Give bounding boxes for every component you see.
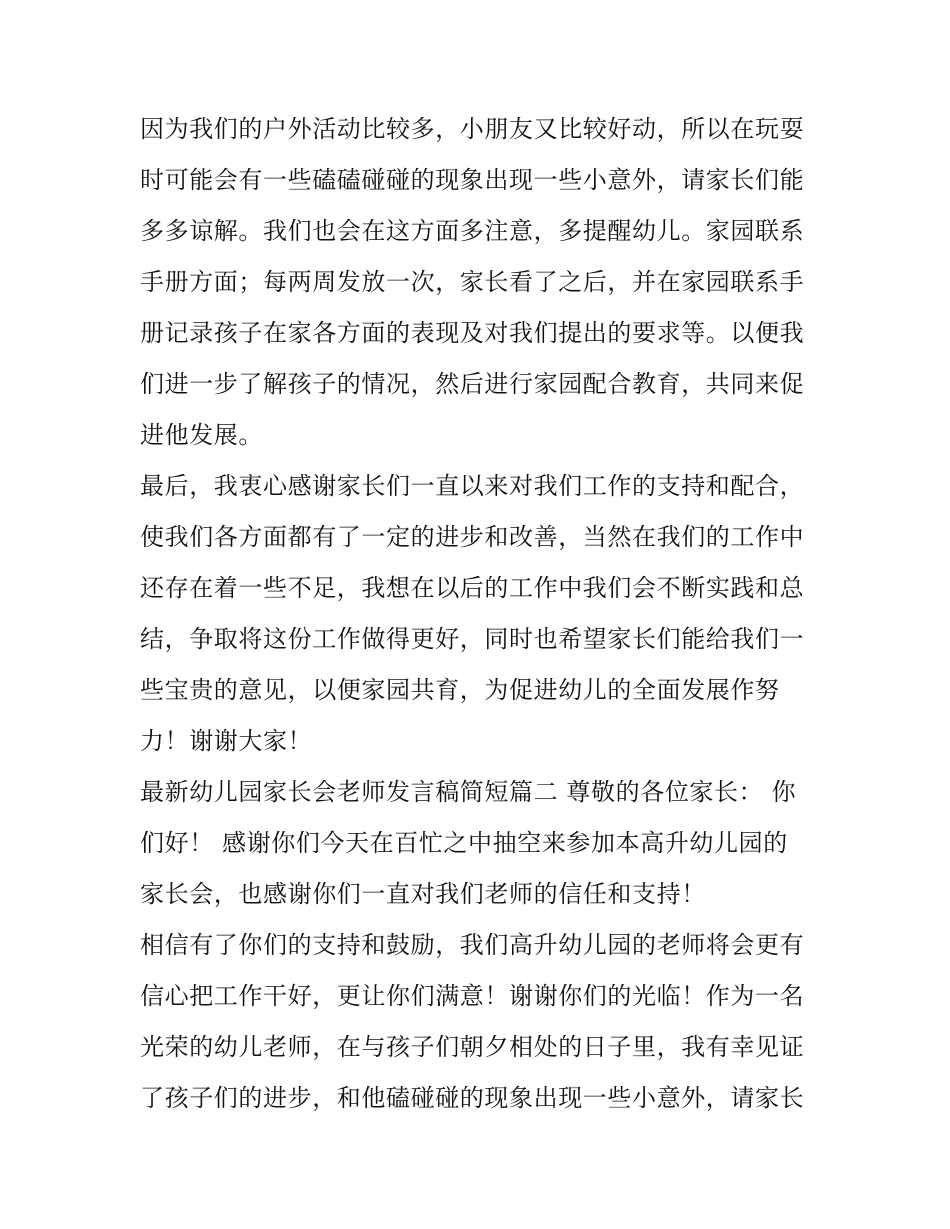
text-line: 们进一步了解孩子的情况，然后进行家园配合教育，共同来促 [140,370,805,398]
text-line: 最新幼儿园家长会老师发言稿简短篇二 尊敬的各位家长： 你 [140,778,797,806]
text-line: 了孩子们的进步，和他磕碰碰的现象出现一些小意外，请家长 [140,1084,805,1112]
text-line: 多多谅解。我们也会在这方面多注意，多提醒幼儿。家园联系 [140,217,805,245]
text-line: 手册方面；每两周发放一次，家长看了之后，并在家园联系手 [140,268,805,296]
text-line: 们好！ 感谢你们今天在百忙之中抽空来参加本高升幼儿园的 [140,829,788,857]
text-line: 因为我们的户外活动比较多，小朋友又比较好动，所以在玩耍 [140,115,805,143]
text-line: 相信有了你们的支持和鼓励，我们高升幼儿园的老师将会更有 [140,931,805,959]
text-line: 些宝贵的意见，以便家园共育，为促进幼儿的全面发展作努 [140,676,780,704]
text-line: 使我们各方面都有了一定的进步和改善，当然在我们的工作中 [140,523,805,551]
text-line: 家长会，也感谢你们一直对我们老师的信任和支持！ [140,880,706,908]
text-line: 光荣的幼儿老师，在与孩子们朝夕相处的日子里，我有幸见证 [140,1033,805,1061]
text-line: 还存在着一些不足，我想在以后的工作中我们会不断实践和总 [140,574,805,602]
text-line: 信心把工作干好，更让你们满意！谢谢你们的光临！作为一名 [140,982,805,1010]
text-line: 册记录孩子在家各方面的表现及对我们提出的要求等。以便我 [140,319,805,347]
document-body [140,104,820,1124]
text-line: 力！谢谢大家！ [140,727,313,755]
text-line: 最后，我衷心感谢家长们一直以来对我们工作的支持和配合， [140,472,805,500]
text-line: 进他发展。 [140,421,263,449]
text-line: 结，争取将这份工作做得更好，同时也希望家长们能给我们一 [140,625,805,653]
text-line: 时可能会有一些磕磕碰碰的现象出现一些小意外，请家长们能 [140,166,805,194]
